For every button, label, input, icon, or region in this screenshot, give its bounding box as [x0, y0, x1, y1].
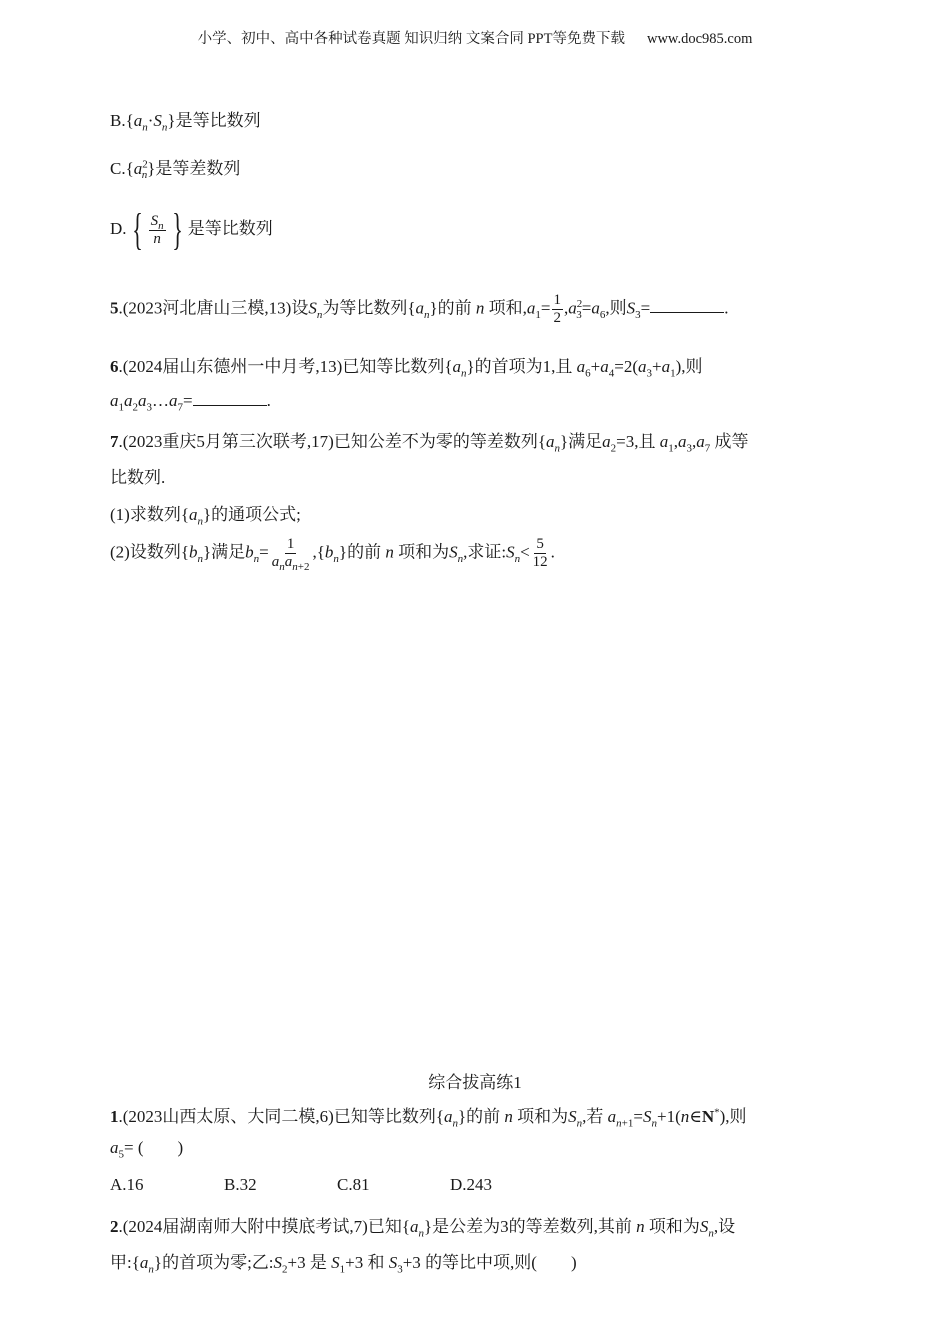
s2-text: 是公差为3的等差数列,其前 [432, 1217, 632, 1236]
five-twelfths-fraction: $\frac{5}{12}$ [532, 536, 548, 570]
q7-part2-text: (2)设数列 [110, 542, 181, 562]
q7-text: 比数列. [110, 468, 166, 487]
s2-text: 项和为 [648, 1217, 700, 1236]
option-b: $B.\{a_n\cdot S_n\}$是等比数列 [110, 111, 261, 134]
option-d-text: 是等比数列 [187, 218, 273, 238]
s1-number: 1 [110, 1107, 119, 1126]
s1-answer-paren[interactable]: ( ) [137, 1138, 184, 1157]
q7-part2-text: 满足 [211, 542, 246, 562]
question-6-line2: $a_1a_2a_3\dots a_7=$ . [110, 391, 271, 414]
s1-text: ,则 [725, 1107, 747, 1126]
q6-text: 已知等比数列 [342, 357, 445, 376]
q7-part1-text: (1)求数列 [110, 505, 181, 524]
q5-source: (2023河北唐山三模,13) [122, 298, 292, 318]
q5-text: 的前 [437, 298, 472, 318]
q6-answer-blank[interactable] [193, 391, 267, 406]
q7-part2-text: 项和为 [398, 542, 450, 562]
s1-text: 项和为 [517, 1107, 569, 1126]
question-7: 7.(2023重庆5月第三次联考,17)已知公差不为零的等差数列$\{a_n\}$满足$a_2=3$,且 $a_1,a_3,a_7$ 成等 [110, 432, 749, 455]
s1-option-d[interactable]: D.243 [450, 1175, 493, 1194]
section-question-2-line2: 甲$:\{a_n\}$的首项为零;乙$:S_2+3$ 是 $S_1+3$ 和 $S_3+3$ 的等比中项,则( ) [110, 1253, 577, 1276]
section-question-1-line2: $a_5=$ ( ) [110, 1138, 184, 1161]
s2-text: 和 [367, 1253, 385, 1272]
header-url[interactable]: www.doc985.com [646, 31, 753, 47]
q5-text: 设 [291, 298, 309, 318]
s1-text: ,若 [582, 1107, 604, 1126]
q7-part2-text: ,求证: [463, 542, 507, 562]
s2-number: 2 [110, 1217, 119, 1236]
s2-source: (2024届湖南师大附中摸底考试,7) [122, 1217, 368, 1236]
s2-text: 的等比中项,则( ) [425, 1253, 577, 1272]
q5-text: 项和, [488, 298, 527, 318]
q7-text: 满足 [568, 432, 603, 451]
question-7-part1: (1)求数列$\{a_n\}$的通项公式; [110, 505, 301, 528]
one-half-fraction: $\frac{1}{2}$ [553, 292, 562, 326]
q5-answer-blank[interactable] [650, 298, 724, 313]
q7-part1-text: 的通项公式; [211, 505, 301, 524]
question-6: 6.(2024届山东德州一中月考,13)已知等比数列$\{a_n\}$的首项为1,且 $a_6+a_4=2(a_3+a_1)$,则 [110, 357, 703, 380]
q6-text: . [266, 391, 271, 410]
q6-text: 的首项为1,且 [474, 357, 573, 376]
s2-text: 甲: [110, 1253, 132, 1272]
s1-source: (2023山西太原、大同二模,6) [122, 1107, 334, 1126]
q6-text: ,则 [681, 357, 703, 376]
q6-number: 6 [110, 357, 119, 376]
s2-text: 的首项为零;乙: [162, 1253, 274, 1272]
q6-source: (2024届山东德州一中月考,13) [122, 357, 343, 376]
section-title: 综合拔高练1 [428, 1073, 522, 1092]
q5-text: ,则 [605, 298, 627, 318]
question-7-line2 [110, 463, 165, 488]
page-header [0, 27, 950, 48]
s2-text: ,设 [713, 1217, 736, 1236]
bn-fraction: $\frac{1}{a_na_{n+2}}$ [271, 536, 310, 573]
q7-part2-text: , [312, 542, 317, 562]
q7-text: 成等 [714, 432, 749, 451]
question-5: 5.(2023河北唐山三模,13)设$S_n$为等比数列$\{a_n\}$的前 n 项和$,a_1=$ $\frac{1}{2}$ $,a^2_3=a_6$,则$S_3=$ . [110, 292, 729, 326]
s1-text: 的前 [466, 1107, 501, 1126]
s1-option-a[interactable]: A.16 [110, 1175, 144, 1194]
option-c-text: 是等差数列 [155, 159, 241, 178]
s1-text: 已知等比数列 [333, 1107, 436, 1126]
s1-option-c[interactable]: C.81 [337, 1175, 370, 1194]
q5-text: 为等比数列 [322, 298, 408, 318]
q7-number: 7 [110, 432, 119, 451]
option-b-text: 是等比数列 [175, 111, 261, 130]
sn-over-n-fraction: $\frac{S_n}{n}$ [150, 212, 164, 247]
header-text: 小学、初中、高中各种试卷真题 知识归纳 文案合同 PPT等免费下载 [197, 31, 625, 47]
q7-text: 已知公差不为零的等差数列 [333, 432, 538, 451]
q7-source: (2023重庆5月第三次联考,17) [122, 432, 334, 451]
q7-part2-text: 的前 [347, 542, 382, 562]
section-question-1: 1.(2023山西太原、大同二模,6)已知等比数列$\{a_n\}$的前 n 项和为$S_n$,若 $a_{n+1}=S_n+1(n\in N^*)$,则 [110, 1106, 747, 1130]
section-question-2: 2.(2024届湖南师大附中摸底考试,7)已知$\{a_n\}$是公差为3的等差数列,其前 n 项和为$S_n$,设 [110, 1217, 736, 1240]
option-c: $C.\{a^2_n\}$是等差数列 [110, 158, 241, 182]
option-d: D. { $\frac{S_n}{n}$ } 是等比数列 [110, 205, 273, 254]
s2-text: 是 [309, 1253, 327, 1272]
s1-option-b[interactable]: B.32 [224, 1175, 257, 1194]
q5-text: . [724, 298, 729, 318]
q7-text: ,且 [634, 432, 656, 451]
question-7-part2: (2)设数列$\{b_n\}$满足$b_n=$ $\frac{1}{a_na_{n+2}}$ $,\{b_n\}$的前 n 项和为$S_n$,求证$:S_n<$ $\frac{5}{12}$ . [110, 536, 555, 573]
s2-text: 已知 [367, 1217, 402, 1236]
q5-number: 5 [110, 298, 119, 318]
